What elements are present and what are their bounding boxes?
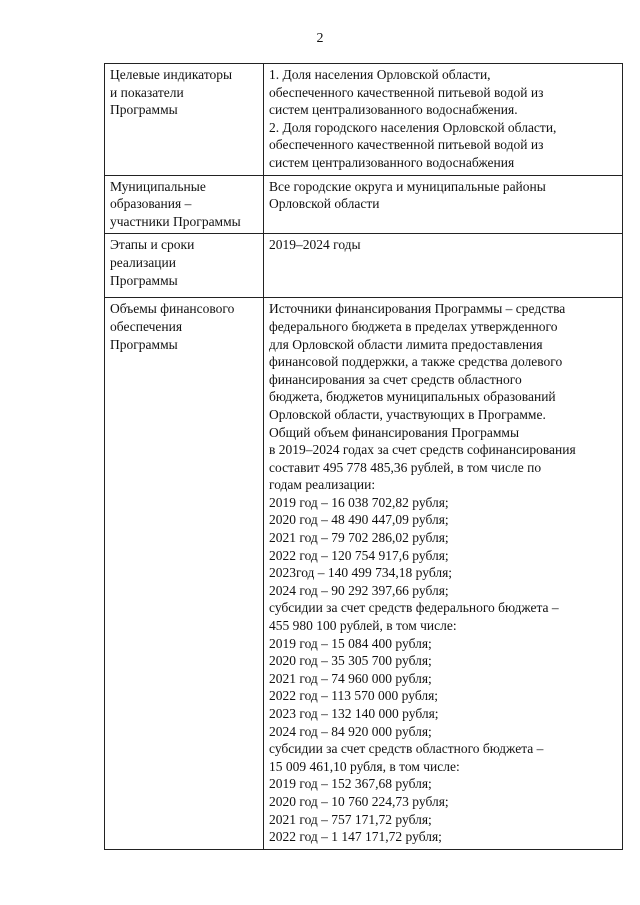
text-line: Этапы и сроки xyxy=(110,237,195,253)
text-line: 15 009 461,10 рубля, в том числе: xyxy=(269,758,460,774)
text-line: 2020 год – 10 760 224,73 рубля; xyxy=(269,793,449,809)
text-line: 2022 год – 120 754 917,6 рубля; xyxy=(269,547,449,563)
text-line: обеспеченного качественной питьевой водой из xyxy=(269,137,544,153)
text-line: 2024 год – 90 292 397,66 рубля; xyxy=(269,582,449,598)
text-line: обеспечения xyxy=(110,318,183,334)
text-line: финансирования за счет средств областного xyxy=(269,371,522,387)
text-line: 2020 год – 48 490 447,09 рубля; xyxy=(269,512,449,528)
text-line: 2019 год – 16 038 702,82 рубля; xyxy=(269,494,449,510)
text-line: 2023 год – 132 140 000 рубля; xyxy=(269,706,439,721)
text-line: 2024 год – 84 920 000 рубля; xyxy=(269,723,432,739)
text-line: и показатели xyxy=(110,84,184,100)
text-line: Объемы финансового xyxy=(110,301,235,317)
text-line: 2021 год – 74 960 000 рубля; xyxy=(269,670,432,686)
text-line: 2022 год – 113 570 000 рубля; xyxy=(269,688,439,704)
row-label-cell xyxy=(105,298,264,849)
text-line: годам реализации: xyxy=(269,477,376,493)
table-row-stages xyxy=(105,234,623,298)
row-value-cell xyxy=(264,64,623,176)
text-line: 455 980 100 рублей, в том числе: xyxy=(269,618,457,634)
text-line: 2022 год – 1 147 171,72 рубля; xyxy=(269,829,442,845)
text-line: Источники финансирования Программы – средства xyxy=(269,301,566,317)
text-line: субсидии за счет средств областного бюджета – xyxy=(269,741,544,757)
text-line: Орловской области, участвующих в Программе. xyxy=(269,406,546,422)
text-line: обеспеченного качественной питьевой водой из xyxy=(269,84,544,100)
text-line: 2021 год – 79 702 286,02 рубля; xyxy=(269,530,449,546)
table-row-financing xyxy=(105,298,623,849)
text-line: в 2019–2024 годах за счет средств софинансирования xyxy=(269,442,576,458)
text-line: 2019 год – 152 367,68 рубля; xyxy=(269,776,432,792)
text-line: федерального бюджета в пределах утвержденного xyxy=(269,318,558,334)
text-line: составит 495 778 485,36 рублей, в том числе по xyxy=(269,459,542,475)
text-line: 2019 год – 15 084 400 рубля; xyxy=(269,635,432,651)
text-line: финансовой поддержки, а также средства долевого xyxy=(269,354,563,370)
row-label-cell xyxy=(105,175,264,234)
row-value-cell xyxy=(264,298,623,849)
text-line: Общий объем финансирования Программы xyxy=(269,424,520,440)
table-row-indicators xyxy=(105,64,623,176)
text-line: Программы xyxy=(110,272,178,288)
text-line: 2020 год – 35 305 700 рубля; xyxy=(269,653,432,669)
text-line: 2. Доля городского населения Орловской области, xyxy=(269,119,557,135)
text-line: Орловской области xyxy=(269,196,380,212)
text-line: 2023год – 140 499 734,18 рубля; xyxy=(269,565,453,581)
text-line: бюджета, бюджетов муниципальных образований xyxy=(269,389,556,405)
text-line: Программы xyxy=(110,336,178,352)
text-line: Целевые индикаторы xyxy=(110,67,233,82)
row-value-cell xyxy=(264,175,623,234)
text-line: Программы xyxy=(110,102,178,118)
row-value-cell xyxy=(264,234,623,298)
text-line: Муниципальные xyxy=(110,178,206,194)
program-passport-table xyxy=(104,63,623,850)
text-line: систем централизованного водоснабжения xyxy=(269,154,515,170)
text-line: 1. Доля населения Орловской области, xyxy=(269,67,491,82)
text-line: реализации xyxy=(110,254,176,270)
text-line: образования – xyxy=(110,196,192,212)
table-row-municipalities xyxy=(105,175,623,234)
text-line: 2021 год – 757 171,72 рубля; xyxy=(269,811,432,827)
text-line: Все городские округа и муниципальные районы xyxy=(269,178,546,194)
row-label-cell xyxy=(105,234,264,298)
text-line: участники Программы xyxy=(110,213,241,229)
row-label-cell xyxy=(105,64,264,176)
text-line: для Орловской области лимита предоставления xyxy=(269,336,543,352)
text-line: систем централизованного водоснабжения. xyxy=(269,102,518,118)
text-line: 2019–2024 годы xyxy=(269,237,361,253)
page-number: 2 xyxy=(316,31,324,46)
text-line: субсидии за счет средств федерального бюджета – xyxy=(269,600,559,616)
